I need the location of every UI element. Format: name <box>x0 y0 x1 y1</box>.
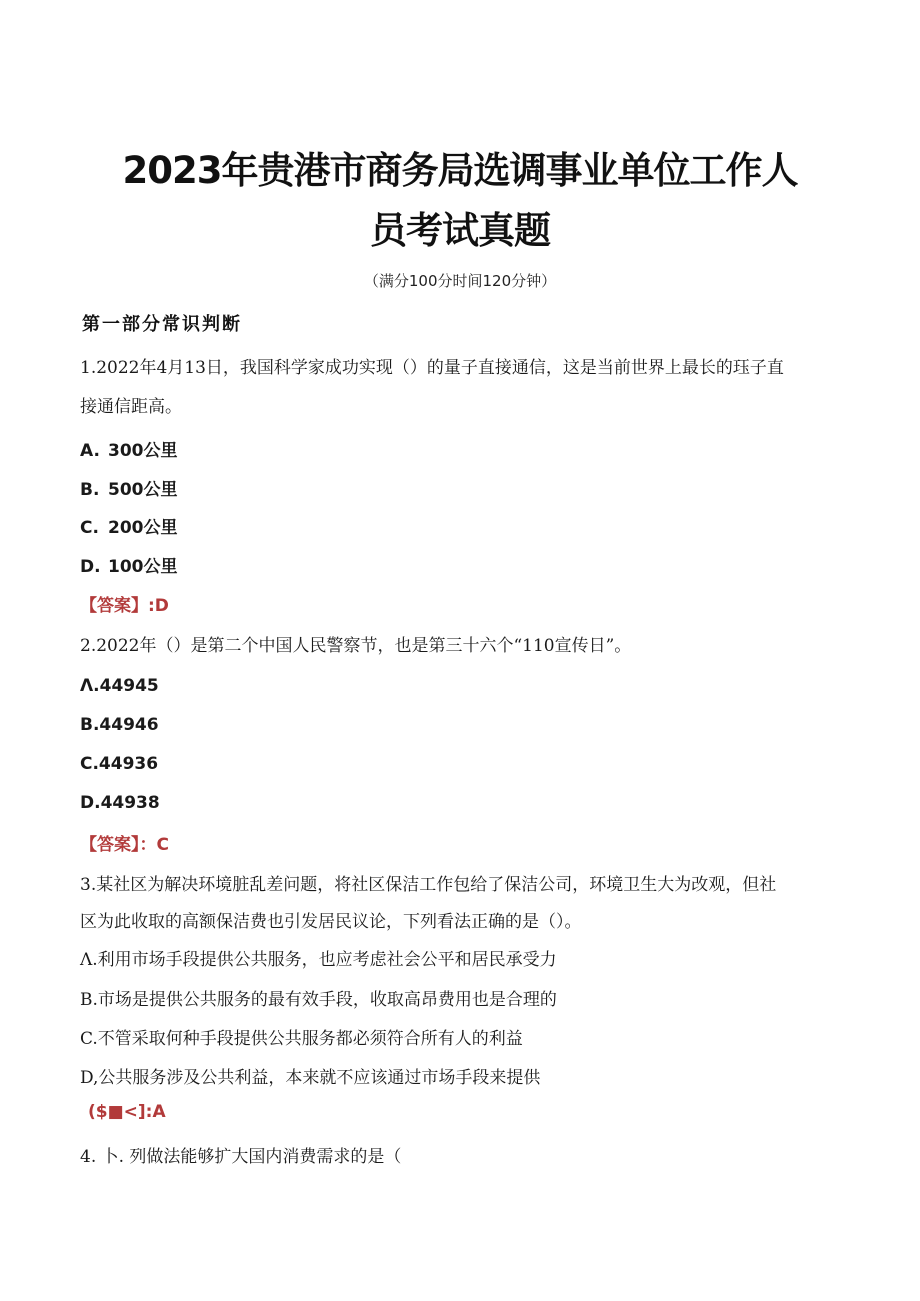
question-2-option-a: Λ.44945 <box>80 676 159 696</box>
question-3-option-c: C.不管采取何种手段提供公共服务都必须符合所有人的利益 <box>80 1029 523 1049</box>
question-1-option-a <box>80 436 178 461</box>
question-1-option-b <box>80 475 178 500</box>
option-text: 200公里 <box>108 518 178 538</box>
option-text: 300公里 <box>108 441 178 461</box>
question-3-option-a: Λ.利用市场手段提供公共服务，也应考虑社会公平和居民承受力 <box>80 950 557 970</box>
exam-duration-note: （满分100分时间120分钟） <box>363 272 557 290</box>
option-text: 500公里 <box>108 480 178 500</box>
document-title-line-2: 员考试真题 <box>370 209 550 252</box>
question-3-option-d: D,公共服务涉及公共利益，本来就不应该通过市场手段来提供 <box>80 1068 541 1088</box>
question-1-answer <box>80 591 169 616</box>
answer-text: ($■<]:A <box>88 1102 166 1122</box>
answer-text: 【答案】：C <box>80 835 169 855</box>
option-text: 100公里 <box>108 557 178 577</box>
question-2-text: 2.2022年（）是第二个中国人民警察节，也是第三十六个“110宣传日”。 <box>80 636 632 656</box>
option-letter: D. <box>80 557 101 577</box>
question-3-text-line-1: 3.某社区为解决环境脏乱差问题，将社区保洁工作包给了保洁公司，环境卫生大为改观，但社 <box>80 875 777 895</box>
option-letter: C. <box>80 518 99 538</box>
question-1-option-d <box>80 552 178 577</box>
question-2-option-b: B.44946 <box>80 715 159 735</box>
answer-text: 【答案】:D <box>80 596 169 616</box>
question-2-option-d: D.44938 <box>80 793 160 813</box>
question-1-text-line-1: 1.2022年4月13日，我国科学家成功实现（）的量子直接通信，这是当前世界上最长的珏子直 <box>80 358 784 378</box>
question-2-option-c: C.44936 <box>80 754 159 774</box>
question-1-option-c <box>80 513 178 538</box>
question-3-answer <box>88 1102 166 1122</box>
question-1-text-line-2: 接通信距高。 <box>80 397 182 417</box>
option-letter: B. <box>80 480 100 500</box>
question-3-option-b: B.市场是提供公共服务的最有效手段，收取高昂费用也是合理的 <box>80 990 557 1010</box>
question-3-text-line-2: 区为此收取的高额保洁费也引发居民议论，下列看法正确的是（）。 <box>80 912 582 932</box>
question-4-text: 4. 卜. 列做法能够扩大国内消费需求的是（ <box>80 1147 402 1167</box>
question-2-answer <box>80 830 169 855</box>
document-title-line-1: 2023年贵港市商务局选调事业单位工作人 <box>122 149 798 192</box>
option-letter: A. <box>80 441 100 461</box>
section-heading: 第一部分常识判断 <box>82 314 242 335</box>
